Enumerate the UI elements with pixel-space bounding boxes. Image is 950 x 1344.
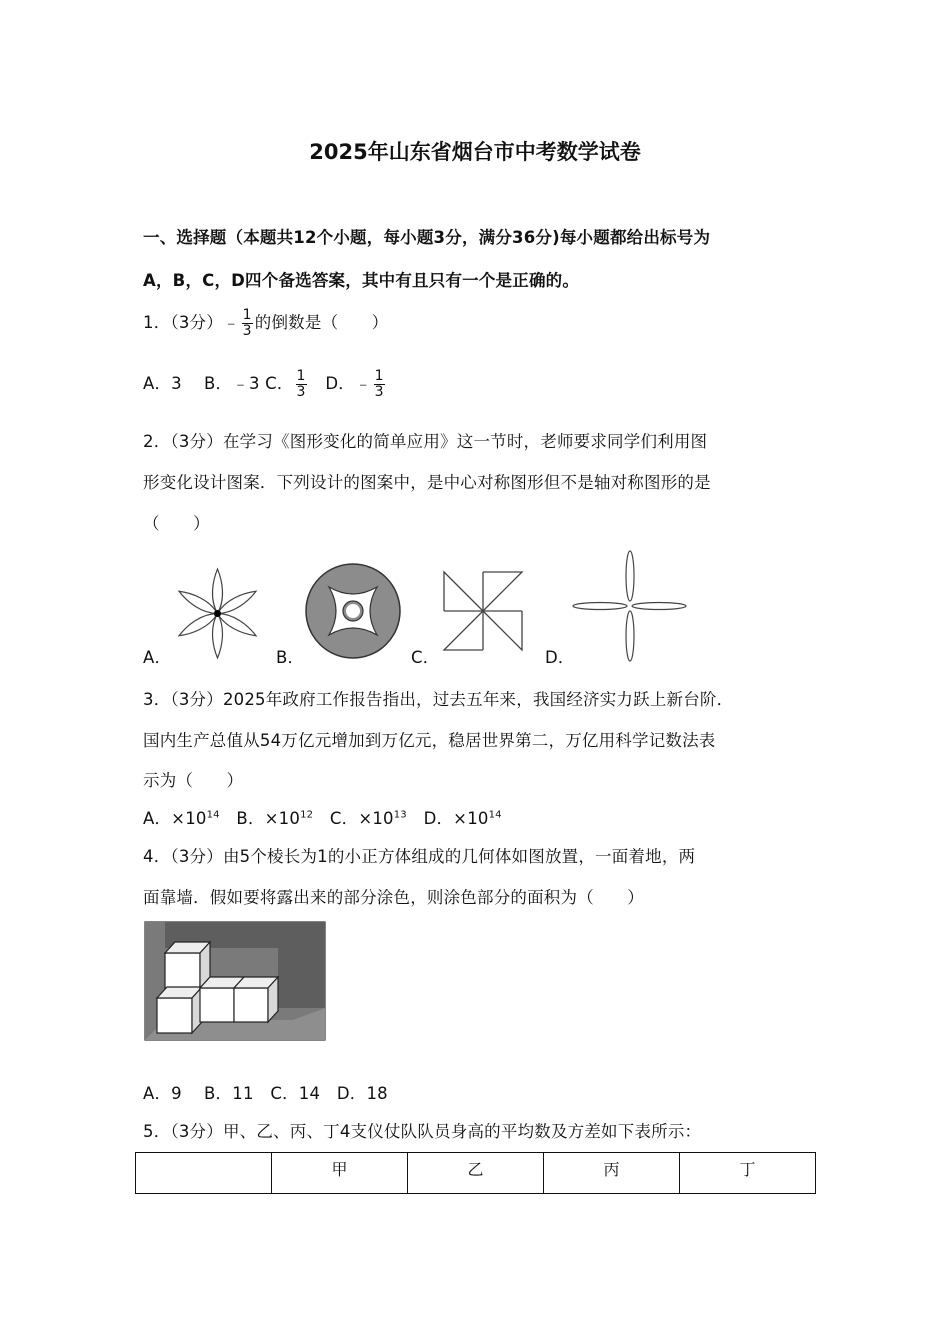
q3-option-d: D．×10 [406, 809, 489, 828]
section-header-line1: 一、选择题（本题共12个小题，每小题3分，满分36分)每小题都给出标号为 [143, 228, 711, 247]
q3-option-b: B．×10 [219, 809, 301, 828]
q3-exp-a: 14 [206, 809, 220, 821]
figure-c-pinwheel [442, 570, 524, 652]
question-3-line3: 示为（ ） [143, 771, 244, 790]
q1-prefix: 1．（3分）﹣ [143, 313, 240, 332]
height-stats-table [135, 1152, 816, 1194]
q1-opt-c-num: 1 [296, 368, 306, 384]
q3-exp-c: 13 [393, 809, 407, 821]
q2-label-d: D． [545, 648, 575, 667]
q1-option-c-fraction [296, 369, 307, 400]
question-2-line3: （ ） [143, 514, 210, 533]
question-3-line2: 国内生产总值从54万亿元增加到万亿元，稳居世界第二，万亿用科学记数法表 [143, 731, 716, 750]
table-header-cell: 甲 [272, 1153, 408, 1194]
question-1 [143, 308, 388, 339]
q1-option-d: D．﹣ [308, 374, 372, 393]
q2-label-c: C． [411, 648, 440, 667]
q1-frac-den: 3 [242, 323, 252, 339]
table-header-cell: 丁 [680, 1153, 816, 1194]
q1-option-ab: A．3 B．﹣3 C． [143, 374, 294, 393]
question-4-line1: 4．（3分）由5个棱长为1的小正方体组成的几何体如图放置，一面着地，两 [143, 847, 696, 866]
q1-opt-c-den: 3 [296, 384, 306, 400]
q3-option-c: C．×10 [313, 809, 394, 828]
table-header-row [136, 1153, 816, 1194]
question-5-line1: 5．（3分）甲、乙、丙、丁4支仪仗队队员身高的平均数及方差如下表所示： [143, 1122, 702, 1141]
section-header-line2: A，B，C，D四个备选答案，其中有且只有一个是正确的。 [143, 271, 580, 290]
question-4-line2: 面靠墙．假如要将露出来的部分涂色，则涂色部分的面积为（ ） [143, 888, 644, 907]
question-3-line1: 3．（3分）2025年政府工作报告指出，过去五年来，我国经济实力跃上新台阶． [143, 690, 734, 709]
question-3-options [143, 805, 502, 829]
q1-frac-num: 1 [242, 307, 252, 323]
q2-label-a: A． [143, 648, 172, 667]
q1-opt-d-num: 1 [374, 368, 384, 384]
q1-opt-d-den: 3 [374, 384, 384, 400]
question-2-line1: 2．（3分）在学习《图形变化的简单应用》这一节时，老师要求同学们利用图 [143, 432, 708, 451]
table-header-cell: 乙 [408, 1153, 544, 1194]
question-4-options: A．9 B．11 C．14 D．18 [143, 1084, 388, 1103]
q1-suffix: 的倒数是（ ） [254, 313, 389, 332]
figure-d-ellipses [570, 550, 688, 662]
q3-exp-d: 14 [488, 809, 502, 821]
figure-a-flower [170, 566, 265, 661]
figure-cubes [143, 920, 327, 1042]
question-1-options [143, 369, 387, 400]
page-title: 2025年山东省烟台市中考数学试卷 [309, 140, 641, 164]
q2-label-b: B． [276, 648, 305, 667]
q1-option-d-fraction [374, 369, 385, 400]
figure-b-coin [304, 562, 402, 660]
q1-fraction [242, 308, 253, 339]
question-2-line2: 形变化设计图案．下列设计的图案中，是中心对称图形但不是轴对称图形的是 [143, 473, 711, 492]
table-header-cell: 丙 [544, 1153, 680, 1194]
q3-exp-b: 12 [300, 809, 314, 821]
q3-option-a: A．×10 [143, 809, 207, 828]
table-header-cell [136, 1153, 272, 1194]
